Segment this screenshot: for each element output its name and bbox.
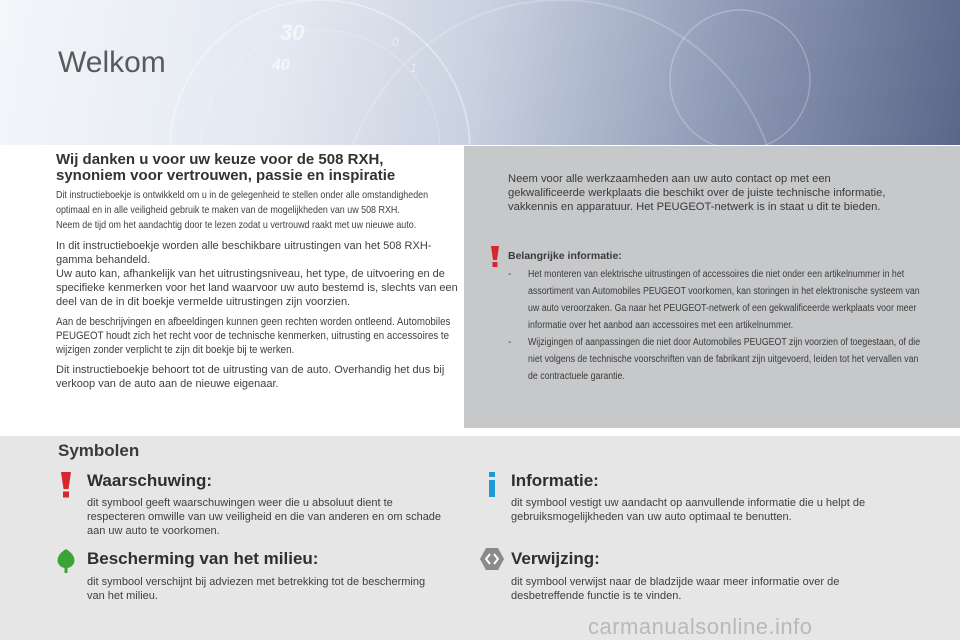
warning-title: Waarschuwing: (87, 471, 212, 490)
important-list (508, 266, 932, 385)
list-dash: - (508, 269, 512, 280)
list-item (508, 334, 932, 385)
intro-heading-line2: synoniem voor vertrouwen, passie en inspiratie (56, 167, 396, 184)
intro-section (56, 152, 458, 391)
list-item-text: Wijzigingen of aanpassingen die niet door Automobiles PEUGEOT zijn voorzien of toegestaan, of die niet volgens de technische voorschriften van de fabrikant zijn uitgevoerd, leiden tot het vervallen van de contractuele garantie. (528, 337, 921, 382)
environment-title: Bescherming van het milieu: (87, 549, 319, 568)
header-banner (0, 0, 960, 145)
leaf-icon (55, 548, 77, 574)
arrows-icon (480, 548, 504, 570)
list-dash: - (508, 337, 512, 348)
warning-text: dit symbool geeft waarschuwingen weer die u absoluut dient te respecteren omwille van uw veiligheid en die van anderen en om schade aan uw auto te voorkomen. (87, 497, 442, 537)
svg-text:0: 0 (392, 35, 399, 49)
intro-para1b: Uw auto kan, afhankelijk van het uitrustingsniveau, het type, de uitvoering en de specifieke kenmerken voor het land waarvoor uw auto bestemd is, slechts van een deel van de in dit boekje vermelde uitrustingen zijn voorzien. (56, 268, 458, 308)
info-title: Informatie: (511, 471, 599, 490)
intro-heading-line1: Wij danken u voor uw keuze voor de 508 RXH, (56, 151, 384, 168)
svg-text:30: 30 (280, 20, 305, 45)
watermark: carmanualsonline.info (588, 614, 813, 639)
list-item-text: Het monteren van elektrische uitrustingen of accessoires die niet onder een artikelnummer in het assortiment van Automobiles PEUGEOT voorkomen, kan storingen in het elektronische systeem van uw auto veroorzaken. Ga naar het PEUGEOT-netwerk of een gekwalificeerde werkplaats voor meer informatie over het aanbod aan accessoires met een artikelnummer. (528, 269, 920, 331)
page-title: Welkom (58, 46, 166, 79)
symbols-heading: Symbolen (58, 441, 140, 460)
environment-text: dit symbool verschijnt bij adviezen met betrekking tot de bescherming van het milieu. (87, 576, 426, 602)
intro-para1: In dit instructieboekje worden alle beschikbare uitrustingen van het 508 RXH-gamma behandeld. (56, 240, 432, 266)
notice-panel (464, 146, 960, 428)
reference-title: Verwijzing: (511, 549, 600, 568)
exclamation-icon (488, 246, 502, 268)
svg-text:1: 1 (410, 61, 417, 75)
symbols-panel (0, 436, 960, 640)
info-icon (486, 472, 498, 498)
important-label: Belangrijke informatie: (508, 250, 622, 262)
svg-text:40: 40 (272, 57, 290, 74)
intro-small-text2: Neem de tijd om het aandachtig door te lezen zodat u vertrouwd raakt met uw nieuwe auto. (56, 219, 417, 231)
notice-text: Neem voor alle werkzaamheden aan uw auto contact op met een gekwalificeerde werkplaats die beschikt over de juiste technische informatie, vakkennis en apparatuur. Het PEUGEOT-netwerk is in staat u dit te bieden. (508, 173, 886, 213)
list-item (508, 266, 932, 334)
exclamation-icon (58, 472, 74, 498)
info-text: dit symbool vestigt uw aandacht op aanvullende informatie die u helpt de gebruiksmogelijkheden van uw auto optimaal te benutten. (511, 497, 866, 523)
intro-small-text: Dit instructieboekje is ontwikkeld om u in de gelegenheid te stellen onder alle omstandigheden optimaal en in alle veiligheid gebruik te maken van de mogelijkheden van uw 508 RXH. (56, 189, 429, 216)
intro-para3: Dit instructieboekje behoort tot de uitrusting van de auto. Overhandig het dus bij verkoop van de auto aan de nieuwe eigenaar. (56, 364, 445, 390)
reference-text: dit symbool verwijst naar de bladzijde waar meer informatie over de desbetreffende functie is te vinden. (511, 576, 840, 602)
intro-para2: Aan de beschrijvingen en afbeeldingen kunnen geen rechten worden ontleend. Automobiles PEUGEOT houdt zich het recht voor de technische kenmerken, uitrusting en accessoires te wijzigen zonder verplicht te zijn dit boekje bij te werken. (56, 316, 451, 356)
